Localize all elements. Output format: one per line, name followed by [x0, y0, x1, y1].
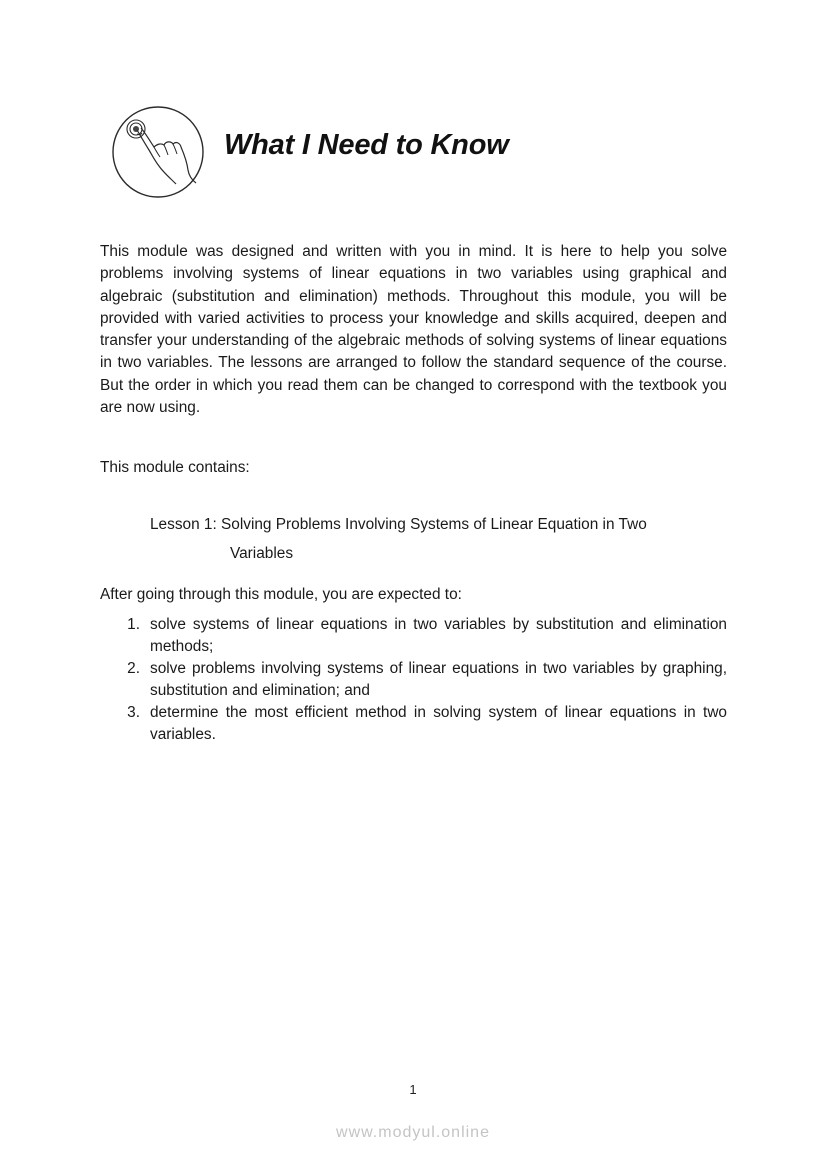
- objectives-intro: After going through this module, you are expected to:: [100, 586, 462, 603]
- finger-tap-icon: [110, 104, 206, 200]
- list-item-text: determine the most efficient method in solving system of linear equations in two variables.: [150, 704, 727, 743]
- list-item-number: 2.: [127, 660, 140, 677]
- lesson-entry: [150, 510, 730, 568]
- lesson-title-line1: Lesson 1: Solving Problems Involving Systems of Linear Equation in Two: [150, 516, 647, 533]
- list-item-number: 3.: [127, 704, 140, 721]
- page-number: 1: [409, 1082, 417, 1097]
- list-item: [100, 658, 727, 702]
- watermark: www.modyul.online: [336, 1124, 490, 1141]
- objectives-list: [100, 614, 727, 746]
- intro-paragraph: This module was designed and written with you in mind. It is here to help you solve problems involving systems of linear equations in two variables using graphical and algebraic (substitution and elimination) methods. Throughout this module, you will be provided with varied activities to process your knowledge and skills acquired, deepen and transfer your understanding of the algebraic methods of solving systems of linear equations in two variables. The lessons are arranged to follow the standard sequence of the course. But the order in which you read them can be changed to correspond with the textbook you are now using.: [100, 243, 727, 417]
- lesson-title-line2: Variables: [230, 545, 294, 562]
- list-item-text: solve problems involving systems of linear equations in two variables by graphing, substitution and elimination; and: [150, 660, 727, 699]
- page-title: What I Need to Know: [224, 129, 509, 161]
- module-contains-label: This module contains:: [100, 459, 250, 476]
- list-item: [100, 702, 727, 746]
- list-item: [100, 614, 727, 658]
- list-item-number: 1.: [127, 616, 140, 633]
- list-item-text: solve systems of linear equations in two variables by substitution and elimination methods;: [150, 616, 727, 655]
